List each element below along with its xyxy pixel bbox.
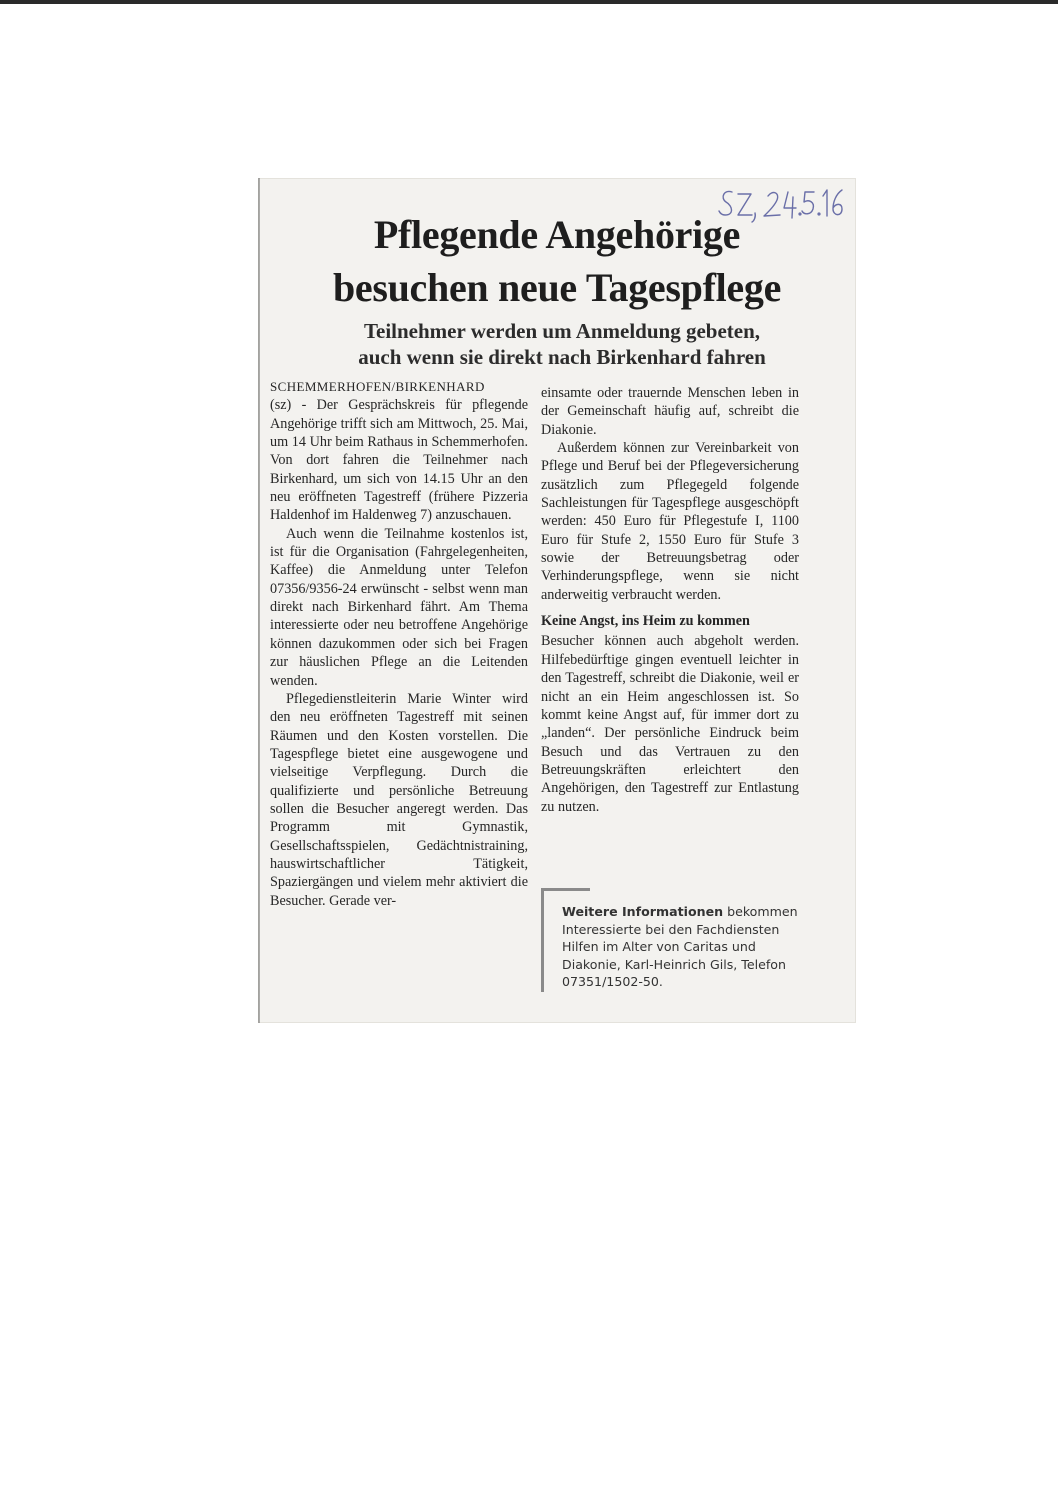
article-dateline: SCHEMMERHOFEN/BIRKENHARD xyxy=(270,379,485,394)
article-paragraph-4: Außerdem können zur Vereinbarkeit von Pflege und Beruf bei der Pflegeversicherung zusätzlich zum Pflegegeld folgende Sachleistungen für Tagespflege ausgeschöpft werden: 450 Euro für Pflegestufe I, 1100 Euro für Stufe 2, 1550 Euro für Stufe 3 sowie der Betreuungsbetrag oder Verhinderungspflege, wenn sie nicht anderweitig verbraucht werden. xyxy=(541,440,799,603)
article-column-left xyxy=(270,378,528,910)
article-subheadline xyxy=(262,318,862,370)
info-box-body: bekommen Interessierte bei den Fachdiensten Hilfen im Alter von Caritas und Diakonie, Karl-Heinrich Gils, Telefon 07351/1502-50. xyxy=(562,904,798,990)
info-box-text xyxy=(562,903,802,991)
clipping-edge-shadow xyxy=(258,178,260,1023)
info-box-lead: Weitere Informationen xyxy=(562,904,724,919)
article-paragraph-5: Besucher können auch abgeholt werden. Hilfebedürftige gingen eventuell leichter in den Tagestreff, schreibt die Diakonie, weil er nicht an ein Heim angeschlossen ist. So kommt keine Angst auf, für immer dort zu „landen“. Der persönliche Eindruck beim Besuch und das Vertrauen zu den Betreuungskräften erleichtert den Angehörigen, den Tagestreff zur Entlastung zu nutzen. xyxy=(541,633,799,815)
article-paragraph-1: (sz) - Der Gesprächskreis für pflegende Angehörige trifft sich am Mittwoch, 25. Mai, um 14 Uhr beim Rathaus in Schemmerhofen. Von dort fahren die Teilnehmer nach Birkenhard, um sich von 14.15 Uhr an den neu eröffneten Tagestreff (frühere Pizzeria Haldenhof im Haldenweg 7) anzuschauen. xyxy=(270,397,528,524)
info-box xyxy=(541,888,800,992)
article-headline xyxy=(262,208,852,314)
subheadline-line-2: auch wenn sie direkt nach Birkenhard fahren xyxy=(358,345,766,369)
scan-top-edge xyxy=(0,0,1058,4)
article-paragraph-3: Pflegedienstleiterin Marie Winter wird den neu eröffneten Tagestreff mit seinen Räumen und den Kosten vorstellen. Die Tagespflege bietet eine ausgewogene und vielseitige Verpflegung. Durch die qualifizierte und persönliche Betreuung sollen die Besucher angeregt werden. Das Programm mit Gymnastik, Gesellschaftsspielen, Gedächtnistraining, hauswirtschaftlicher Tätigkeit, Spaziergängen und vielem mehr aktiviert die Besucher. Gerade ver- xyxy=(270,690,528,909)
article-paragraph-3-continued: einsamte oder trauernde Menschen leben in der Gemeinschaft häufig auf, schreibt die Diakonie. xyxy=(541,385,799,438)
info-box-corner-rule xyxy=(544,888,590,891)
subheadline-line-1: Teilnehmer werden um Anmeldung gebeten, xyxy=(363,319,761,343)
article-subhead: Keine Angst, ins Heim zu kommen xyxy=(541,613,750,630)
article-column-right xyxy=(541,384,799,816)
article-paragraph-2: Auch wenn die Teilnahme kostenlos ist, ist für die Organisation (Fahrgelegenheiten, Kaffee) die Anmeldung unter Telefon 07356/9356-24 erwünscht - selbst wenn man direkt nach Birkenhard fährt. Am Thema interessierte oder neu betroffene Angehörige können dazukommen oder sich bei Fragen zur häuslichen Pflege an die Leitenden wenden. xyxy=(270,525,528,689)
headline-line-1: Pflegende Angehörige xyxy=(373,212,741,257)
headline-line-2: besuchen neue Tagespflege xyxy=(332,265,782,310)
